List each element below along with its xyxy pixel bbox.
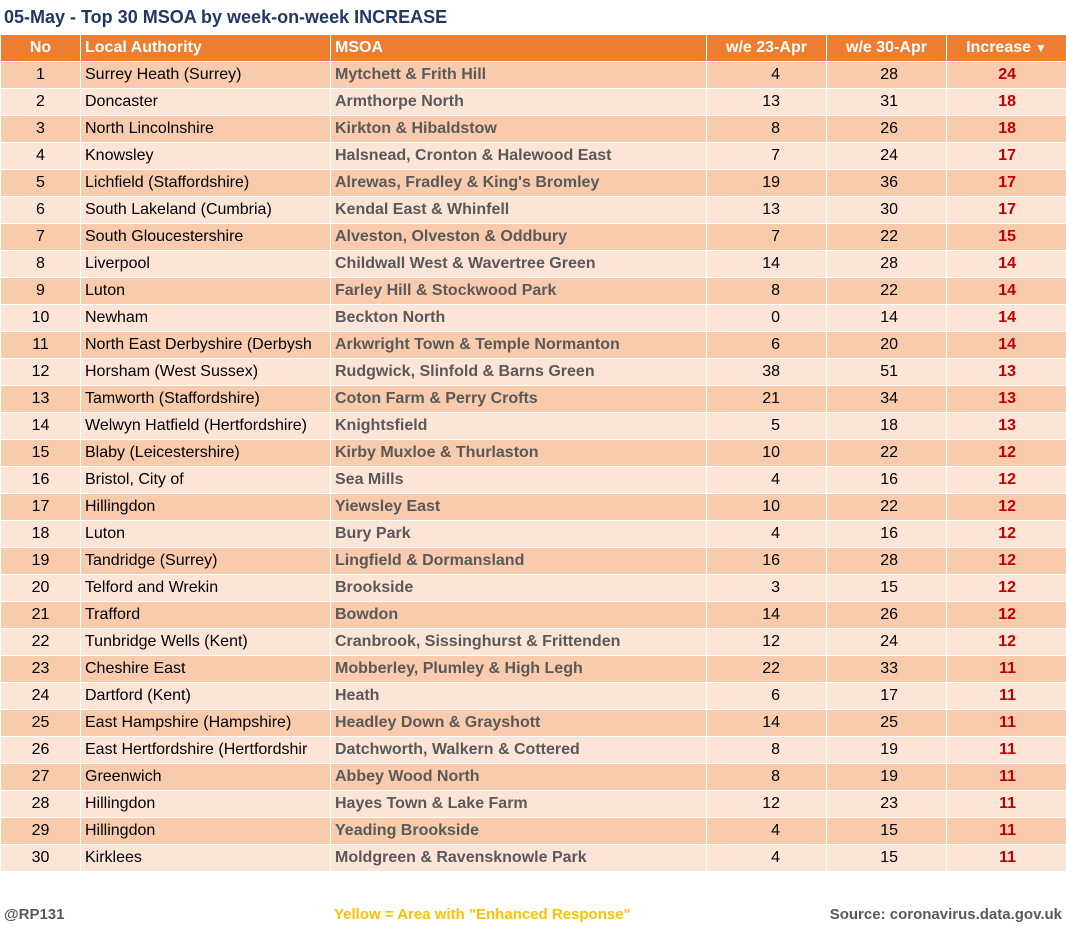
local-authority-cell[interactable]: Surrey Heath (Surrey) [81, 62, 331, 89]
msoa-cell[interactable]: Armthorpe North [331, 89, 707, 116]
increase-cell[interactable]: 17 [947, 197, 1066, 224]
increase-cell[interactable]: 11 [947, 845, 1066, 872]
we-30-apr-cell[interactable]: 24 [827, 143, 947, 170]
increase-cell[interactable]: 12 [947, 575, 1066, 602]
we-23-apr-cell[interactable]: 6 [707, 683, 827, 710]
table-row [1, 656, 1066, 683]
msoa-cell[interactable]: Knightsfield [331, 413, 707, 440]
local-authority-cell[interactable]: Tamworth (Staffordshire) [81, 386, 331, 413]
page-title: 05-May - Top 30 MSOA by week-on-week INCREASE [4, 7, 448, 27]
row-number[interactable]: 4 [1, 143, 81, 170]
increase-cell[interactable]: 24 [947, 62, 1066, 89]
msoa-cell[interactable]: Lingfield & Dormansland [331, 548, 707, 575]
msoa-cell[interactable]: Bowdon [331, 602, 707, 629]
we-23-apr-cell[interactable]: 14 [707, 710, 827, 737]
we-30-apr-cell[interactable]: 23 [827, 791, 947, 818]
we-30-apr-cell[interactable]: 25 [827, 710, 947, 737]
increase-cell[interactable]: 13 [947, 359, 1066, 386]
row-number[interactable]: 9 [1, 278, 81, 305]
header-we-30-apr[interactable]: w/e 30-Apr [827, 35, 947, 62]
sort-descending-icon[interactable]: ▼ [1035, 41, 1047, 55]
msoa-cell[interactable]: Moldgreen & Ravensknowle Park [331, 845, 707, 872]
row-number[interactable]: 28 [1, 791, 81, 818]
local-authority-cell[interactable]: Luton [81, 278, 331, 305]
we-30-apr-cell[interactable]: 22 [827, 278, 947, 305]
author-handle: @RP131 [4, 906, 65, 923]
increase-cell[interactable]: 14 [947, 251, 1066, 278]
row-number[interactable]: 20 [1, 575, 81, 602]
we-30-apr-cell[interactable]: 26 [827, 602, 947, 629]
local-authority-cell[interactable]: Doncaster [81, 89, 331, 116]
table-row [1, 737, 1066, 764]
we-23-apr-cell[interactable]: 7 [707, 143, 827, 170]
row-number[interactable]: 19 [1, 548, 81, 575]
msoa-cell[interactable]: Bury Park [331, 521, 707, 548]
we-23-apr-cell[interactable]: 12 [707, 629, 827, 656]
we-23-apr-cell[interactable]: 8 [707, 278, 827, 305]
we-30-apr-cell[interactable]: 22 [827, 494, 947, 521]
row-number[interactable]: 26 [1, 737, 81, 764]
increase-cell[interactable]: 12 [947, 629, 1066, 656]
msoa-cell[interactable]: Alrewas, Fradley & King's Bromley [331, 170, 707, 197]
row-number[interactable]: 29 [1, 818, 81, 845]
local-authority-cell[interactable]: Liverpool [81, 251, 331, 278]
increase-cell[interactable]: 13 [947, 413, 1066, 440]
increase-cell[interactable]: 18 [947, 89, 1066, 116]
header-msoa[interactable]: MSOA [331, 35, 707, 62]
table-row [1, 683, 1066, 710]
local-authority-cell[interactable]: Newham [81, 305, 331, 332]
we-30-apr-cell[interactable]: 34 [827, 386, 947, 413]
row-number[interactable]: 6 [1, 197, 81, 224]
legend-note: Yellow = Area with "Enhanced Response" [334, 906, 631, 923]
we-23-apr-cell[interactable]: 10 [707, 440, 827, 467]
local-authority-cell[interactable]: Telford and Wrekin [81, 575, 331, 602]
header-local-authority[interactable]: Local Authority [81, 35, 331, 62]
we-30-apr-cell[interactable]: 31 [827, 89, 947, 116]
increase-cell[interactable]: 11 [947, 764, 1066, 791]
we-23-apr-cell[interactable]: 13 [707, 197, 827, 224]
we-30-apr-cell[interactable]: 14 [827, 305, 947, 332]
row-number[interactable]: 14 [1, 413, 81, 440]
header-we-23-apr[interactable]: w/e 23-Apr [707, 35, 827, 62]
increase-cell[interactable]: 12 [947, 440, 1066, 467]
increase-cell[interactable]: 17 [947, 143, 1066, 170]
table-row [1, 305, 1066, 332]
local-authority-cell[interactable]: East Hertfordshire (Hertfordshir [81, 737, 331, 764]
table-row [1, 440, 1066, 467]
local-authority-cell[interactable]: South Lakeland (Cumbria) [81, 197, 331, 224]
table-row [1, 521, 1066, 548]
table-row [1, 413, 1066, 440]
row-number[interactable]: 24 [1, 683, 81, 710]
table-row [1, 710, 1066, 737]
local-authority-cell[interactable]: North Lincolnshire [81, 116, 331, 143]
msoa-cell[interactable]: Sea Mills [331, 467, 707, 494]
we-23-apr-cell[interactable]: 21 [707, 386, 827, 413]
increase-cell[interactable]: 11 [947, 791, 1066, 818]
msoa-cell[interactable]: Cranbrook, Sissinghurst & Frittenden [331, 629, 707, 656]
local-authority-cell[interactable]: Cheshire East [81, 656, 331, 683]
msoa-cell[interactable]: Yeading Brookside [331, 818, 707, 845]
row-number[interactable]: 17 [1, 494, 81, 521]
we-23-apr-cell[interactable]: 8 [707, 764, 827, 791]
msoa-cell[interactable]: Rudgwick, Slinfold & Barns Green [331, 359, 707, 386]
we-30-apr-cell[interactable]: 16 [827, 521, 947, 548]
row-number[interactable]: 3 [1, 116, 81, 143]
increase-cell[interactable]: 14 [947, 332, 1066, 359]
row-number[interactable]: 7 [1, 224, 81, 251]
table-row [1, 818, 1066, 845]
increase-cell[interactable]: 13 [947, 386, 1066, 413]
row-number[interactable]: 30 [1, 845, 81, 872]
we-30-apr-cell[interactable]: 15 [827, 818, 947, 845]
we-23-apr-cell[interactable]: 7 [707, 224, 827, 251]
we-23-apr-cell[interactable]: 8 [707, 737, 827, 764]
table-row [1, 62, 1066, 89]
table-body [1, 62, 1066, 872]
increase-cell[interactable]: 15 [947, 224, 1066, 251]
increase-cell[interactable]: 11 [947, 737, 1066, 764]
we-23-apr-cell[interactable]: 12 [707, 791, 827, 818]
row-number[interactable]: 11 [1, 332, 81, 359]
table-row [1, 386, 1066, 413]
local-authority-cell[interactable]: Hillingdon [81, 494, 331, 521]
header-row [1, 35, 1066, 62]
msoa-cell[interactable]: Hayes Town & Lake Farm [331, 791, 707, 818]
msoa-cell[interactable]: Childwall West & Wavertree Green [331, 251, 707, 278]
msoa-cell[interactable]: Brookside [331, 575, 707, 602]
msoa-cell[interactable]: Kendal East & Whinfell [331, 197, 707, 224]
msoa-cell[interactable]: Datchworth, Walkern & Cottered [331, 737, 707, 764]
increase-cell[interactable]: 14 [947, 305, 1066, 332]
we-30-apr-cell[interactable]: 36 [827, 170, 947, 197]
msoa-cell[interactable]: Kirby Muxloe & Thurlaston [331, 440, 707, 467]
we-30-apr-cell[interactable]: 30 [827, 197, 947, 224]
we-30-apr-cell[interactable]: 20 [827, 332, 947, 359]
table-row [1, 791, 1066, 818]
increase-cell[interactable]: 11 [947, 683, 1066, 710]
increase-cell[interactable]: 14 [947, 278, 1066, 305]
row-number[interactable]: 15 [1, 440, 81, 467]
we-23-apr-cell[interactable]: 4 [707, 845, 827, 872]
we-30-apr-cell[interactable]: 51 [827, 359, 947, 386]
row-number[interactable]: 23 [1, 656, 81, 683]
we-23-apr-cell[interactable]: 14 [707, 602, 827, 629]
we-23-apr-cell[interactable]: 38 [707, 359, 827, 386]
table-row [1, 575, 1066, 602]
we-30-apr-cell[interactable]: 19 [827, 764, 947, 791]
we-30-apr-cell[interactable]: 28 [827, 62, 947, 89]
msoa-cell[interactable]: Headley Down & Grayshott [331, 710, 707, 737]
table-row [1, 629, 1066, 656]
local-authority-cell[interactable]: Hillingdon [81, 791, 331, 818]
msoa-cell[interactable]: Coton Farm & Perry Crofts [331, 386, 707, 413]
we-30-apr-cell[interactable]: 22 [827, 440, 947, 467]
we-30-apr-cell[interactable]: 28 [827, 548, 947, 575]
table-row [1, 170, 1066, 197]
we-30-apr-cell[interactable]: 19 [827, 737, 947, 764]
msoa-cell[interactable]: Kirkton & Hibaldstow [331, 116, 707, 143]
we-23-apr-cell[interactable]: 16 [707, 548, 827, 575]
we-30-apr-cell[interactable]: 15 [827, 575, 947, 602]
table-row [1, 548, 1066, 575]
source-note: Source: coronavirus.data.gov.uk [829, 906, 1062, 923]
we-30-apr-cell[interactable]: 16 [827, 467, 947, 494]
local-authority-cell[interactable]: Horsham (West Sussex) [81, 359, 331, 386]
table-row [1, 251, 1066, 278]
local-authority-cell[interactable]: South Gloucestershire [81, 224, 331, 251]
msoa-cell[interactable]: Mytchett & Frith Hill [331, 62, 707, 89]
table-row [1, 467, 1066, 494]
table-row [1, 89, 1066, 116]
local-authority-cell[interactable]: Kirklees [81, 845, 331, 872]
we-30-apr-cell[interactable]: 22 [827, 224, 947, 251]
we-23-apr-cell[interactable]: 13 [707, 89, 827, 116]
increase-cell[interactable]: 12 [947, 548, 1066, 575]
header-increase-label: Increase [966, 39, 1032, 56]
row-number[interactable]: 27 [1, 764, 81, 791]
msoa-cell[interactable]: Halsnead, Cronton & Halewood East [331, 143, 707, 170]
header-increase[interactable] [947, 35, 1066, 62]
local-authority-cell[interactable]: Dartford (Kent) [81, 683, 331, 710]
local-authority-cell[interactable]: Tandridge (Surrey) [81, 548, 331, 575]
local-authority-cell[interactable]: East Hampshire (Hampshire) [81, 710, 331, 737]
row-number[interactable]: 22 [1, 629, 81, 656]
we-23-apr-cell[interactable]: 4 [707, 818, 827, 845]
increase-cell[interactable]: 12 [947, 494, 1066, 521]
table-row [1, 197, 1066, 224]
data-table [0, 34, 1066, 872]
increase-cell[interactable]: 11 [947, 710, 1066, 737]
table-row [1, 143, 1066, 170]
local-authority-cell[interactable]: Hillingdon [81, 818, 331, 845]
we-30-apr-cell[interactable]: 33 [827, 656, 947, 683]
table-row [1, 602, 1066, 629]
table-row [1, 494, 1066, 521]
local-authority-cell[interactable]: Luton [81, 521, 331, 548]
we-23-apr-cell[interactable]: 5 [707, 413, 827, 440]
row-number[interactable]: 10 [1, 305, 81, 332]
increase-cell[interactable]: 12 [947, 467, 1066, 494]
table-row [1, 278, 1066, 305]
msoa-cell[interactable]: Abbey Wood North [331, 764, 707, 791]
we-23-apr-cell[interactable]: 3 [707, 575, 827, 602]
row-number[interactable]: 13 [1, 386, 81, 413]
we-23-apr-cell[interactable]: 10 [707, 494, 827, 521]
local-authority-cell[interactable]: Trafford [81, 602, 331, 629]
we-23-apr-cell[interactable]: 4 [707, 467, 827, 494]
we-30-apr-cell[interactable]: 15 [827, 845, 947, 872]
msoa-cell[interactable]: Alveston, Olveston & Oddbury [331, 224, 707, 251]
local-authority-cell[interactable]: Blaby (Leicestershire) [81, 440, 331, 467]
local-authority-cell[interactable]: North East Derbyshire (Derbysh [81, 332, 331, 359]
row-number[interactable]: 2 [1, 89, 81, 116]
increase-cell[interactable]: 18 [947, 116, 1066, 143]
we-30-apr-cell[interactable]: 17 [827, 683, 947, 710]
row-number[interactable]: 8 [1, 251, 81, 278]
msoa-cell[interactable]: Yiewsley East [331, 494, 707, 521]
increase-cell[interactable]: 12 [947, 521, 1066, 548]
local-authority-cell[interactable]: Greenwich [81, 764, 331, 791]
we-30-apr-cell[interactable]: 18 [827, 413, 947, 440]
msoa-cell[interactable]: Arkwright Town & Temple Normanton [331, 332, 707, 359]
increase-cell[interactable]: 11 [947, 818, 1066, 845]
we-23-apr-cell[interactable]: 8 [707, 116, 827, 143]
local-authority-cell[interactable]: Tunbridge Wells (Kent) [81, 629, 331, 656]
table-row [1, 359, 1066, 386]
row-number[interactable]: 18 [1, 521, 81, 548]
row-number[interactable]: 5 [1, 170, 81, 197]
local-authority-cell[interactable]: Bristol, City of [81, 467, 331, 494]
table-row [1, 764, 1066, 791]
table-row [1, 332, 1066, 359]
row-number[interactable]: 25 [1, 710, 81, 737]
msoa-cell[interactable]: Farley Hill & Stockwood Park [331, 278, 707, 305]
msoa-cell[interactable]: Heath [331, 683, 707, 710]
header-no[interactable]: No [1, 35, 81, 62]
we-30-apr-cell[interactable]: 26 [827, 116, 947, 143]
we-23-apr-cell[interactable]: 22 [707, 656, 827, 683]
row-number[interactable]: 1 [1, 62, 81, 89]
we-23-apr-cell[interactable]: 4 [707, 521, 827, 548]
increase-cell[interactable]: 12 [947, 602, 1066, 629]
table-row [1, 116, 1066, 143]
table-row [1, 224, 1066, 251]
we-23-apr-cell[interactable]: 4 [707, 62, 827, 89]
increase-cell[interactable]: 17 [947, 170, 1066, 197]
row-number[interactable]: 21 [1, 602, 81, 629]
we-23-apr-cell[interactable]: 14 [707, 251, 827, 278]
msoa-cell[interactable]: Mobberley, Plumley & High Legh [331, 656, 707, 683]
local-authority-cell[interactable]: Lichfield (Staffordshire) [81, 170, 331, 197]
table-row [1, 845, 1066, 872]
msoa-cell[interactable]: Beckton North [331, 305, 707, 332]
row-number[interactable]: 12 [1, 359, 81, 386]
row-number[interactable]: 16 [1, 467, 81, 494]
we-23-apr-cell[interactable]: 0 [707, 305, 827, 332]
local-authority-cell[interactable]: Welwyn Hatfield (Hertfordshire) [81, 413, 331, 440]
we-23-apr-cell[interactable]: 6 [707, 332, 827, 359]
we-30-apr-cell[interactable]: 28 [827, 251, 947, 278]
we-30-apr-cell[interactable]: 24 [827, 629, 947, 656]
increase-cell[interactable]: 11 [947, 656, 1066, 683]
we-23-apr-cell[interactable]: 19 [707, 170, 827, 197]
local-authority-cell[interactable]: Knowsley [81, 143, 331, 170]
